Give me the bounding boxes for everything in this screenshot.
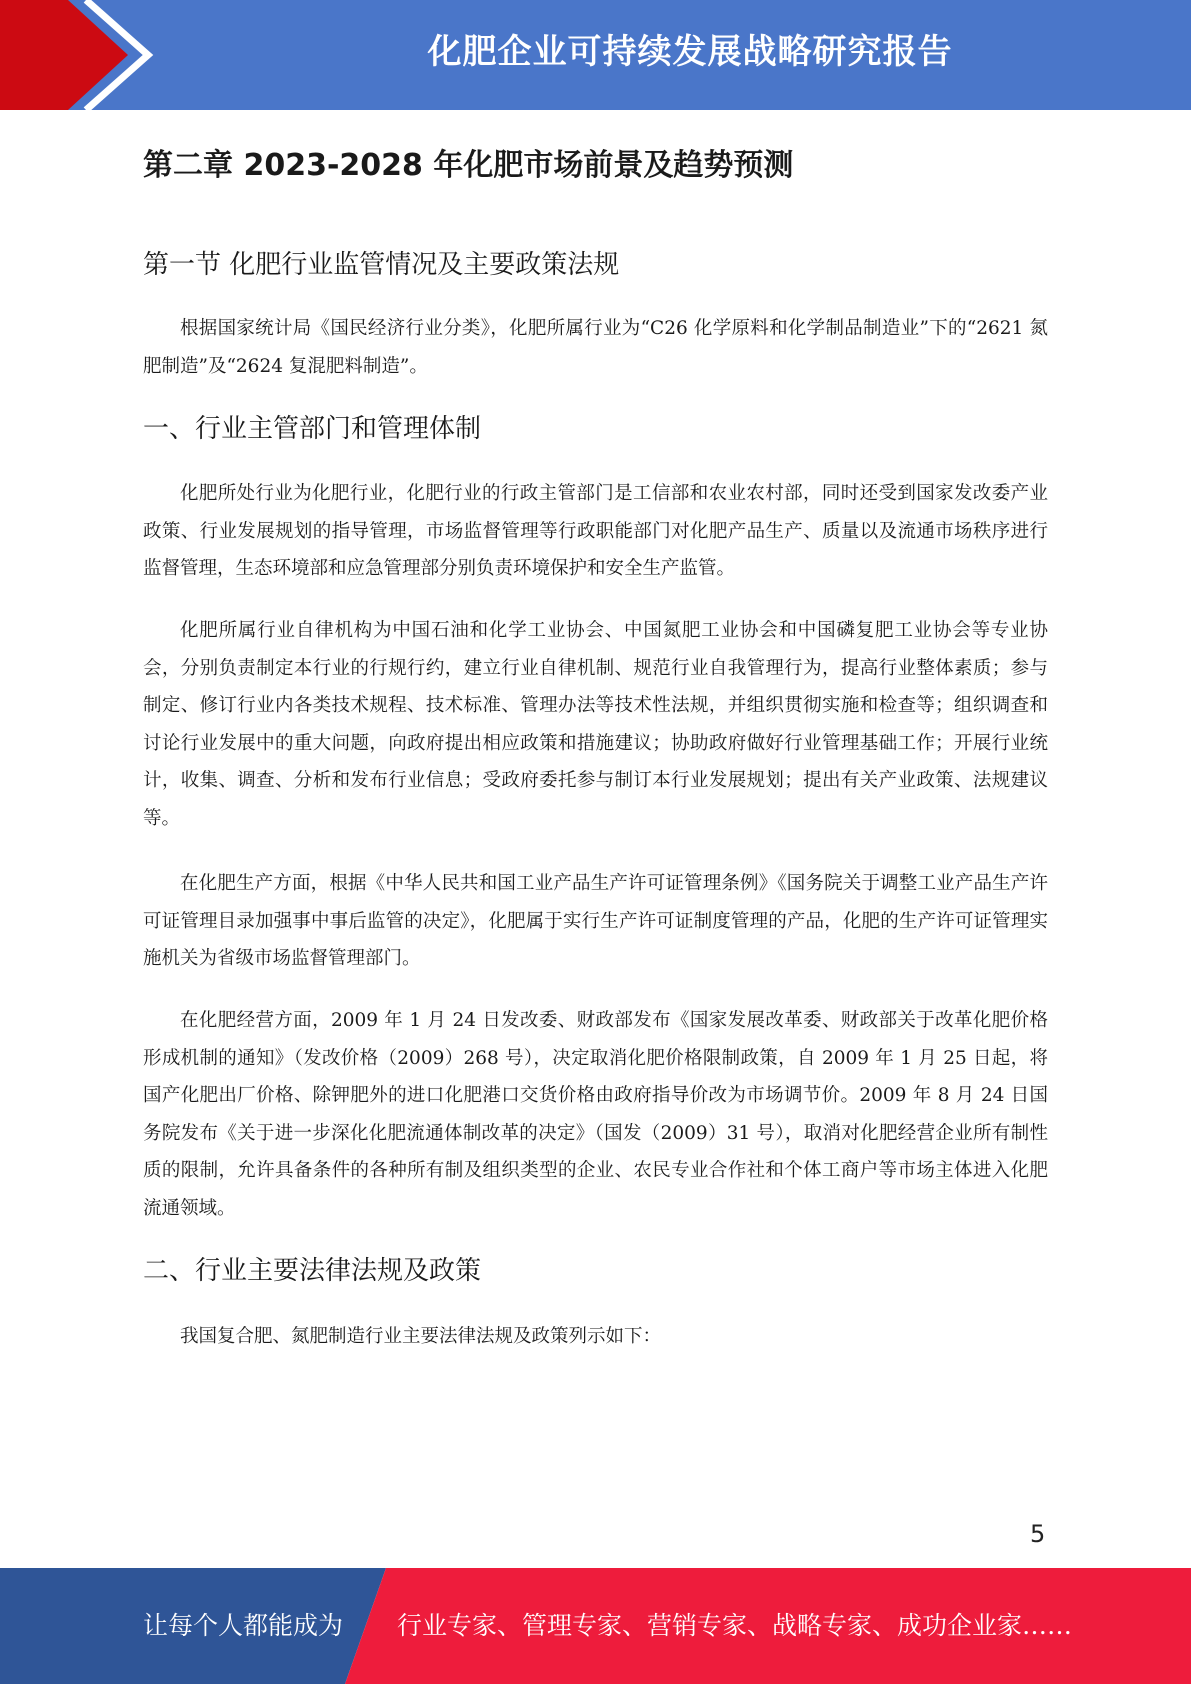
part1-paragraph: 化肥所属行业自律机构为中国石油和化学工业协会、中国氮肥工业协会和中国磷复肥工业协会等专业协会，分别负责制定本行业的行规行约，建立行业自律机制、规范行业自我管理行为，提高行业整体素质；参与制定、修订行业内各类技术规程、技术标准、管理办法等技术性法规，并组织贯彻实施和检查等；组织调查和讨论行业发展中的重大问题，向政府提出相应政策和措施建议；协助政府做好行业管理基础工作；开展行业统计，收集、调查、分析和发布行业信息；受政府委托参与制订本行业发展规划；提出有关产业政策、法规建议等。 xyxy=(143,620,1048,829)
part1-heading: 一、行业主管部门和管理体制 xyxy=(143,414,482,444)
part2-heading: 二、行业主要法律法规及政策 xyxy=(143,1256,482,1286)
section-title: 第一节 化肥行业监管情况及主要政策法规 xyxy=(143,250,620,280)
section-intro-paragraph: 根据国家统计局《国民经济行业分类》，化肥所属行业为“C26 化学原料和化学制品制造业”下的“2621 氮肥制造”及“2624 复混肥料制造”。 xyxy=(143,318,1048,377)
part1-paragraph: 在化肥经营方面，2009 年 1 月 24 日发改委、财政部发布《国家发展改革委、财政部关于改革化肥价格形成机制的通知》（发改价格（2009）268 号），决定取消化肥价格限制政策，自 2009 年 1 月 25 日起，将国产化肥出厂价格、除钾肥外的进口化肥港口交货价格由政府指导价改为市场调节价。2009 年 8 月 24 日国务院发布《关于进一步深化化肥流通体制改革的决定》（国发（2009）31 号），取消对化肥经营企业所有制性质的限制，允许具备条件的各种所有制及组织类型的企业、农民专业合作社和个体工商户等市场主体进入化肥流通领域。 xyxy=(143,1010,1048,1219)
chapter-title: 第二章 2023-2028 年化肥市场前景及趋势预测 xyxy=(143,148,794,183)
footer-slogan-left: 让每个人都能成为 xyxy=(143,1611,344,1640)
page-footer xyxy=(0,1568,1191,1684)
report-title: 化肥企业可持续发展战略研究报告 xyxy=(427,32,953,72)
page-number: 5 xyxy=(1030,1520,1046,1548)
footer-slogan-right: 行业专家、管理专家、营销专家、战略专家、成功企业家…… xyxy=(397,1611,1073,1640)
part1-paragraph: 化肥所处行业为化肥行业，化肥行业的行政主管部门是工信部和农业农村部，同时还受到国家发改委产业政策、行业发展规划的指导管理，市场监督管理等行政职能部门对化肥产品生产、质量以及流通市场秩序进行监督管理，生态环境部和应急管理部分别负责环境保护和安全生产监管。 xyxy=(143,483,1048,579)
part1-paragraph: 在化肥生产方面，根据《中华人民共和国工业产品生产许可证管理条例》《国务院关于调整工业产品生产许可证管理目录加强事中事后监管的决定》，化肥属于实行生产许可证制度管理的产品，化肥的生产许可证管理实施机关为省级市场监督管理部门。 xyxy=(143,873,1048,969)
part2-paragraph: 我国复合肥、氮肥制造行业主要法律法规及政策列示如下： xyxy=(180,1326,662,1347)
page-header xyxy=(0,0,1191,110)
